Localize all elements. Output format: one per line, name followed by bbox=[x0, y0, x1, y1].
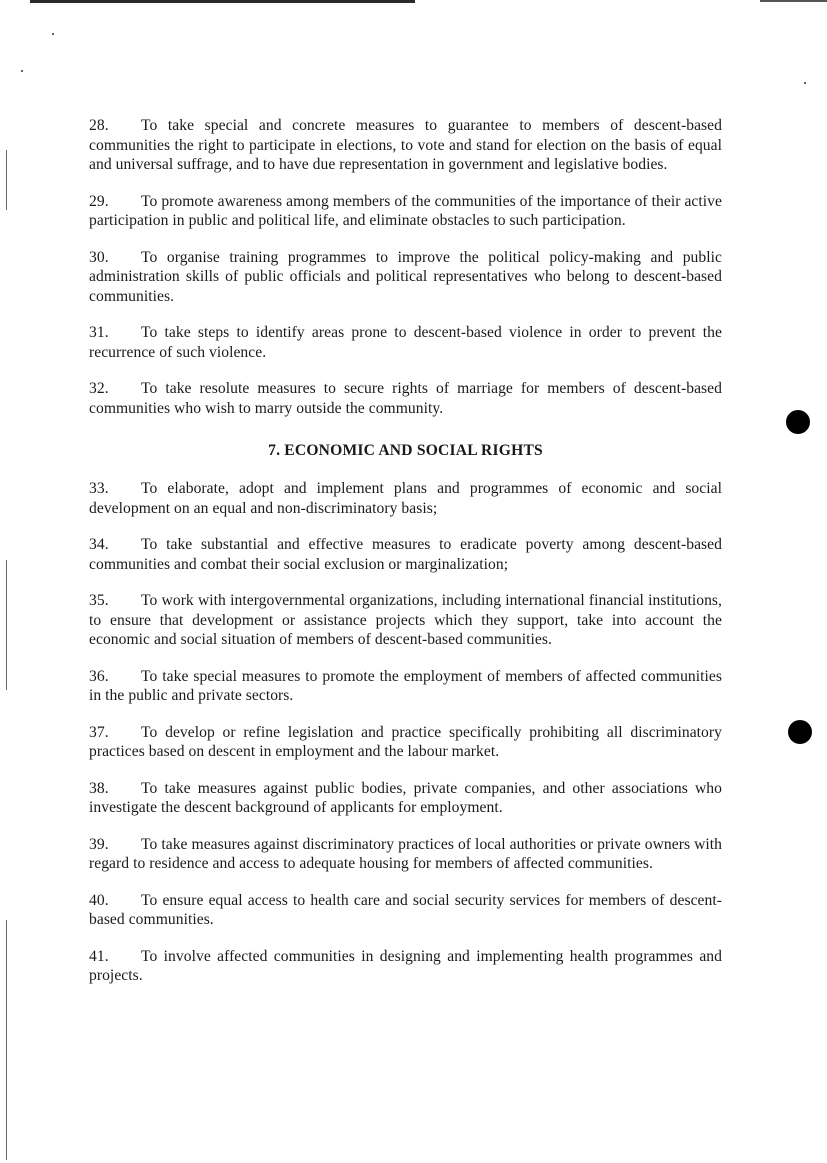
scan-left-edge bbox=[6, 920, 7, 1160]
scan-speck bbox=[804, 82, 806, 84]
paragraph-text: To take measures against public bodies, private companies, and other associations who investigate the descent background of applicants for employment. bbox=[89, 779, 722, 816]
paragraph-text: To ensure equal access to health care and social security services for members of descent-based communities. bbox=[89, 891, 722, 928]
numbered-paragraph bbox=[89, 192, 722, 231]
paragraph-number: 39. bbox=[89, 835, 109, 853]
paragraph-number: 32. bbox=[89, 380, 109, 397]
paragraph-text: To take substantial and effective measures to eradicate poverty among descent-based communities and combat their social exclusion or marginalization; bbox=[89, 536, 722, 573]
scan-speck bbox=[21, 70, 23, 72]
scan-top-edge bbox=[30, 0, 415, 3]
paragraph-number: 29. bbox=[89, 192, 109, 210]
paragraph-text: To take measures against discriminatory practices of local authorities or private owners with regard to residence and access to adequate housing for members of affected communities. bbox=[89, 835, 722, 872]
paragraph-text: To promote awareness among members of the communities of the importance of their active participation in public and political life, and eliminate obstacles to such participation. bbox=[89, 192, 722, 229]
numbered-paragraph bbox=[89, 248, 722, 307]
paragraph-text: To involve affected communities in designing and implementing health programmes and projects. bbox=[89, 947, 722, 984]
paragraph-number: 31. bbox=[89, 324, 109, 341]
paragraph-group-economic bbox=[89, 479, 722, 986]
paragraph-number: 40. bbox=[89, 891, 109, 909]
paragraph-number: 41. bbox=[89, 947, 109, 965]
numbered-paragraph bbox=[89, 667, 722, 706]
paragraph-text: To take resolute measures to secure rights of marriage for members of descent-based communities who wish to marry outside the community. bbox=[89, 380, 722, 417]
paragraph-number: 36. bbox=[89, 667, 109, 685]
paragraph-group-political bbox=[89, 116, 722, 418]
punch-hole-mark bbox=[786, 410, 810, 434]
document-body bbox=[89, 116, 722, 1003]
paragraph-number: 33. bbox=[89, 480, 109, 497]
scan-left-edge bbox=[6, 150, 7, 210]
scan-left-edge bbox=[6, 560, 7, 690]
scan-top-edge-right bbox=[760, 0, 827, 2]
paragraph-number: 38. bbox=[89, 779, 109, 797]
numbered-paragraph bbox=[89, 591, 722, 650]
paragraph-text: To work with intergovernmental organizations, including international financial institutions, to ensure that development or assistance projects which they support, take into account the economic and social situation of members of descent-based communities. bbox=[89, 592, 722, 648]
paragraph-number: 37. bbox=[89, 723, 109, 741]
paragraph-number: 30. bbox=[89, 248, 109, 266]
numbered-paragraph bbox=[89, 723, 722, 762]
paragraph-text: To organise training programmes to improve the political policy-making and public administration skills of public officials and political representatives who belong to descent-based communities. bbox=[89, 248, 722, 305]
numbered-paragraph bbox=[89, 479, 722, 518]
paragraph-number: 34. bbox=[89, 536, 109, 553]
paragraph-text: To develop or refine legislation and practice specifically prohibiting all discriminatory practices based on descent in employment and the labour market. bbox=[89, 723, 722, 760]
paragraph-text: To take special and concrete measures to guarantee to members of descent-based communities the right to participate in elections, to vote and stand for election on the basis of equal and universal suffrage, and to have due representation in government and legislative bodies. bbox=[89, 117, 722, 173]
paragraph-text: To elaborate, adopt and implement plans and programmes of economic and social development on an equal and non-discriminatory basis; bbox=[89, 480, 722, 517]
numbered-paragraph bbox=[89, 779, 722, 818]
numbered-paragraph bbox=[89, 535, 722, 574]
numbered-paragraph bbox=[89, 835, 722, 874]
scan-speck bbox=[52, 33, 54, 35]
numbered-paragraph bbox=[89, 891, 722, 930]
numbered-paragraph bbox=[89, 947, 722, 986]
section-heading: 7. ECONOMIC AND SOCIAL RIGHTS bbox=[268, 442, 543, 459]
paragraph-text: To take steps to identify areas prone to descent-based violence in order to prevent the recurrence of such violence. bbox=[89, 324, 722, 361]
paragraph-number: 35. bbox=[89, 592, 109, 609]
punch-hole-mark bbox=[788, 720, 812, 744]
numbered-paragraph bbox=[89, 379, 722, 418]
numbered-paragraph bbox=[89, 116, 722, 175]
paragraph-text: To take special measures to promote the employment of members of affected communities in the public and private sectors. bbox=[89, 667, 722, 704]
numbered-paragraph bbox=[89, 323, 722, 362]
paragraph-number: 28. bbox=[89, 117, 109, 134]
